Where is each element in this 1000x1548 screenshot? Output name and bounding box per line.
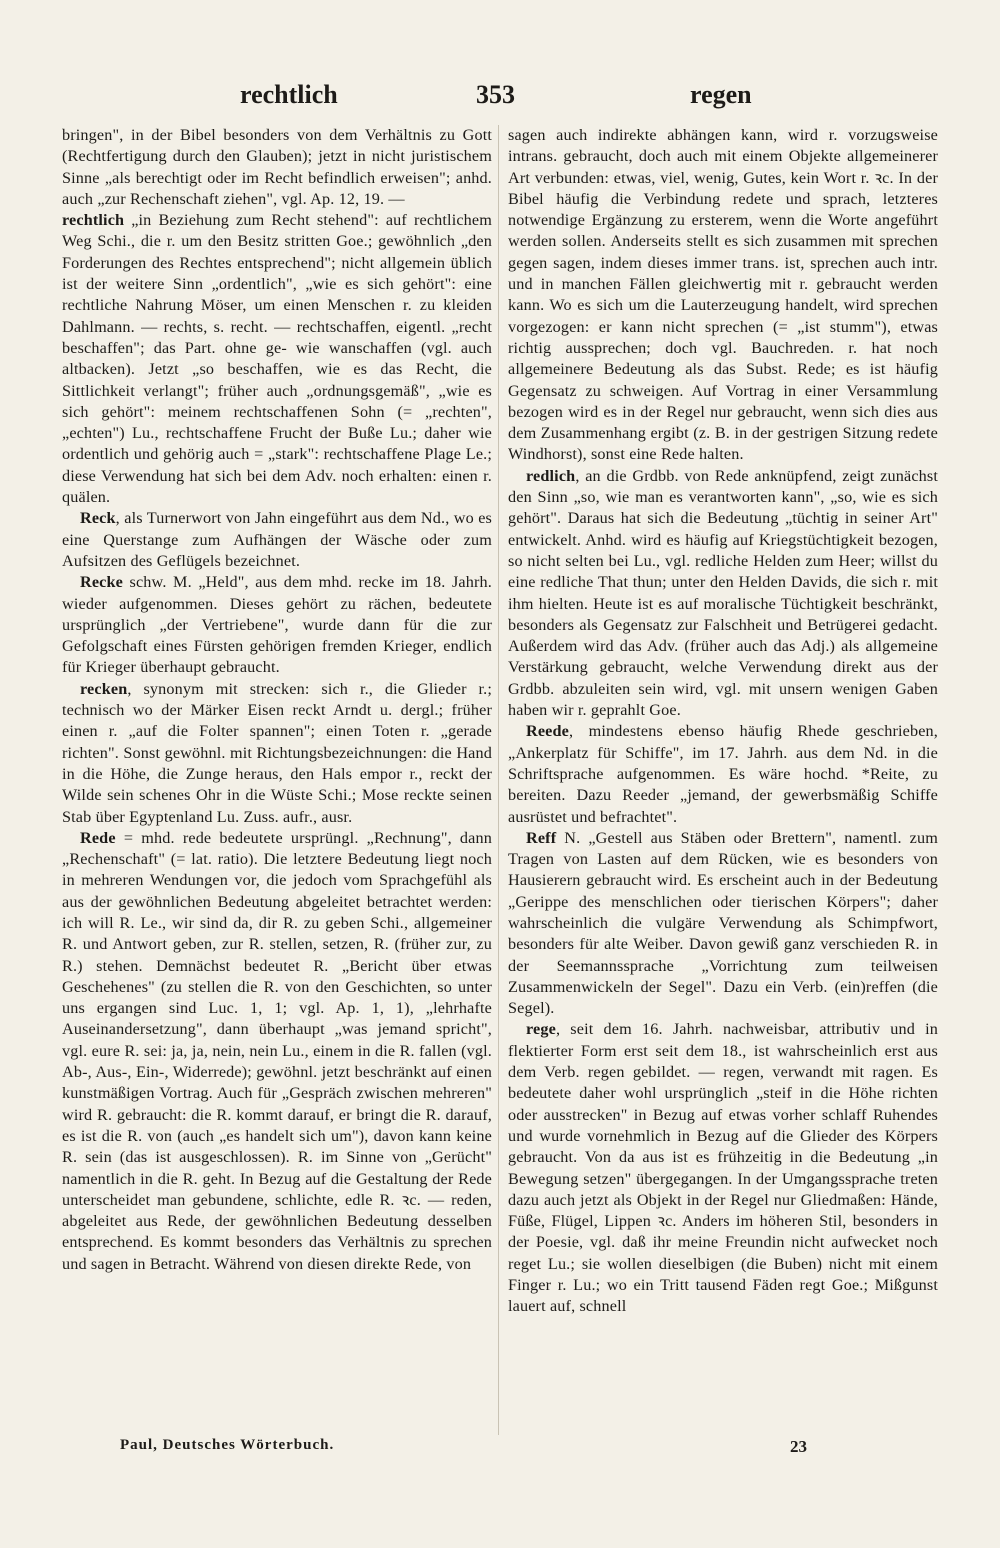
left-column xyxy=(62,125,492,1435)
entry-keyword: Rede xyxy=(80,828,116,847)
entry-text: schw. M. „Held", aus dem mhd. recke im 18. Jahrh. wieder aufgenommen. Dieses gehört zu rächen, bedeutete ursprünglich „der Vertriebene", wurde dann für die zur Gefolgschaft eines Fürsten gehörigen fremden Krieger, endlich für Krieger überhaupt gebraucht. xyxy=(62,573,492,677)
page-header xyxy=(0,80,1000,114)
entry-paragraph xyxy=(62,508,492,572)
entry-keyword: Recke xyxy=(80,573,123,592)
header-right-word: regen xyxy=(690,80,752,109)
entry-keyword: Reff xyxy=(526,828,557,847)
entry-paragraph xyxy=(62,572,492,678)
header-left-word: rechtlich xyxy=(240,80,338,109)
column-divider xyxy=(498,125,499,1435)
entry-text: N. „Gestell aus Stäben oder Brettern", namentl. zum Tragen von Lasten auf dem Rücken, wie es besonders von Hausierern gebraucht wird. Es erscheint auch in der Bedeutung „Gerippe des menschlichen oder tierischen Körpers"; daher wahrscheinlich die vulgäre Verwendung als Schimpfwort, besonders für alte Weiber. Davon gewiß ganz verschieden R. in der Seemannssprache „Vorrichtung zum teilweisen Zusammenwickeln der Segel". Dazu ein Verb. (ein)reffen (die Segel). xyxy=(508,828,938,1018)
entry-paragraph xyxy=(62,828,492,1275)
entry-text: sagen auch indirekte abhängen kann, wird r. vorzugsweise intrans. gebraucht, doch auch mit einem Objekte allgemeinerer Art verbunden: etwas, viel, wenig, Gutes, kein Wort r. ꝛc. In der Bibel häufig die Verbindung redete und sprach, letzteres notwendige Ergänzung zu ersterem, wenn die Worte angeführt werden sollen. Anderseits stellt es sich zusammen mit sprechen gegen sagen, indem dieses immer trans. ist, sprechen auch intr. und in manchen Fällen gleichwertig mit r. gebraucht werden kann. Wo es sich um die Lauterzeugung handelt, wird sprechen vorgezogen: er kann nicht sprechen (= „ist stumm"), etwas richtig aussprechen; doch vgl. Bauchreden. r. hat noch allgemeinere Bedeutung als das Subst. Rede; es ist häufig Gegensatz zu schweigen. Auf Vortrag in einer Versammlung bezogen wird es in der Regel nur gebraucht, wenn sich dies aus dem Zusammenhang ergibt (z. B. in der gestrigen Sitzung redete Windhorst), sonst eine Rede halten. xyxy=(508,126,938,464)
entry-keyword: Reede xyxy=(526,722,569,741)
signature-number: 23 xyxy=(790,1437,807,1456)
entry-text: , an die Grdbb. von Rede anknüpfend, zeigt zunächst den Sinn „so, wie man es verantworten kann", „so, wie es sich gehört". Daraus hat sich die Bedeutung „tüchtig in seiner Art" entwickelt. Anhd. wird es häufig auf Kriegstüchtigkeit bezogen, so nicht selten bei Lu., vgl. redliche Helden zum Heer; willst du eine redliche That thun; unter den Helden Davids, die sich r. mit ihm hielten. Heute ist es auf moralische Tüchtigkeit beschränkt, besonders als Gegensatz zur Falschheit und Betrügerei gedacht. Außerdem wird das Adv. (früher auch das Adj.) als allgemeine Verstärkung gebraucht, welche Verwendung direkt aus der Grdbb. abzuleiten sein wird, vgl. mit unsern wenigen Gaben haben wir r. geprahlt Goe. xyxy=(508,466,938,720)
entry-paragraph xyxy=(508,721,938,827)
entry-paragraph xyxy=(508,125,938,466)
entry-paragraph xyxy=(508,466,938,722)
entry-text: , synonym mit strecken: sich r., die Glieder r.; technisch wo der Märker Eisen reckt Arndt u. dergl.; früher einen r. „auf die Folter spannen"; einen Toten r. „gerade richten". Sonst gewöhnl. mit Richtungsbezeichnungen: die Hand in die Höhe, die Zunge heraus, den Hals empor r., reckt der Wilde sein schenes Ohr in die Wüste Schi.; Mose reckte seinen Stab über Egyptenland Lu. Zuss. aufr., ausr. xyxy=(62,679,492,826)
right-column xyxy=(508,125,938,1435)
entry-paragraph xyxy=(62,125,492,210)
page-number: 353 xyxy=(476,80,515,109)
entry-keyword: rechtlich xyxy=(62,211,125,230)
entry-paragraph xyxy=(62,210,492,508)
entry-keyword: rege xyxy=(526,1020,556,1039)
entry-text: , als Turnerwort von Jahn eingeführt aus dem Nd., wo es eine Querstange zum Aufhängen der Wäsche oder zum Aufsitzen des Geflügels bezeichnet. xyxy=(62,509,492,570)
entry-text: = mhd. rede bedeutete ursprüngl. „Rechnung", dann „Rechenschaft" (= lat. ratio). Die letztere Bedeutung liegt noch in mehreren Wendungen vor, die jedoch vom Sprachgefühl als aus der gewöhnlichen Bedeutung abgeleitet betrachtet werden: ich will R. Le., wir sind da, dir R. zu geben Schi., allgemeiner R. und Antwort geben, zur R. stellen, setzen, R. (früher zur, zu R.) stehen. Demnächst bedeutet R. „Bericht über etwas Geschehenes" (zu stellen die R. von den Geschichten, so unter uns ergangen sind Luc. 1, 1; vgl. Ap. 1, 1), „lehrhafte Auseinandersetzung", dann überhaupt „was jemand spricht", vgl. eure R. sei: ja, ja, nein, nein Lu., einem in die R. fallen (vgl. Ab-, Aus-, Ein-, Widerrede); gewöhnl. jetzt beschränkt auf einen kunstmäßigen Vortrag. Auch für „Gespräch zwischen mehreren" wird R. gebraucht: die R. kommt darauf, er bringt die R. darauf, es ist die R. von (auch „es handelt sich um"), davon kann keine R. sein (das ist ausgeschlossen). R. im Sinne von „Gerücht" namentlich in die R. geht. In Bezug auf die Gestaltung der Rede unterscheidet man gebundene, schlichte, edle R. ꝛc. — reden, abgeleitet aus Rede, der gewöhnlichen Bedeutung desselben entsprechend. Es kommt besonders das Verhältnis zu sprechen und sagen in Betracht. Während von diesen direkte Rede, von xyxy=(62,828,492,1273)
entry-paragraph xyxy=(62,679,492,828)
page-footer xyxy=(0,1437,1000,1461)
entry-text: „in Beziehung zum Recht stehend": auf rechtlichem Weg Schi., die r. um den Besitz stritten Goe.; gewöhnlich „den Forderungen des Rechtes entsprechend"; nicht allgemein üblich ist der weitere Sinn „ordentlich", „wie es sich gehört": eine rechtliche Nahrung Möser, um einen Menschen r. zu kleiden Dahlmann. — rechts, s. recht. — rechtschaffen, eigentl. „recht beschaffen"; das Part. ohne ge- wie wanschaffen (vgl. auch altbacken). Jetzt „so beschaffen, wie es das Recht, die Sittlichkeit verlangt"; früher auch „ordnungsgemäß", „wie es sich gehört": meinem rechtschaffenen Sohn (= „rechten", „echten") Lu., rechtschaffene Frucht der Buße Lu.; daher wie ordentlich und gehörig auch = „stark": rechtschaffene Plage Le.; diese Verwendung hat sich bei dem Adv. noch erhalten: einen r. quälen. xyxy=(62,211,492,507)
entry-text: , mindestens ebenso häufig Rhede geschrieben, „Ankerplatz für Schiffe", im 17. Jahrh. aus dem Nd. in die Schriftsprache aufgenommen. Es wäre hochd. *Reite, zu bereiten. Dazu Reeder „jemand, der gewerbsmäßig Schiffe ausrüstet und befrachtet". xyxy=(508,722,938,826)
entry-paragraph xyxy=(508,828,938,1020)
entry-keyword: redlich xyxy=(526,466,576,485)
entry-keyword: Reck xyxy=(80,509,116,528)
entry-text: bringen", in der Bibel besonders von dem Verhältnis zu Gott (Rechtfertigung durch den Glauben); jetzt in nicht juristischem Sinne „als berechtigt oder im Recht befindlich erweisen"; anhd. auch „zur Rechenschaft ziehen", vgl. Ap. 12, 19. — xyxy=(62,126,492,208)
footer-source: Paul, Deutsches Wörterbuch. xyxy=(120,1437,335,1453)
entry-keyword: recken xyxy=(80,679,128,698)
entry-paragraph xyxy=(508,1019,938,1317)
entry-text: , seit dem 16. Jahrh. nachweisbar, attributiv und in flektierter Form erst seit dem 18., ist wahrscheinlich erst aus dem Verb. regen gebildet. — regen, verwandt mit ragen. Es bedeutete daher wohl ursprünglich „steif in die Höhe richten oder ausstrecken" in Bezug auf etwas vorher schlaff Ruhendes und wurde vornehmlich in Bezug auf die Glieder des Körpers gebraucht. Von da aus ist es frühzeitig in die Bedeutung „in Bewegung setzen" übergegangen. In der Umgangssprache treten dazu auch jetzt als Objekt in der Regel nur Gliedmaßen: Hände, Füße, Flügel, Lippen ꝛc. Anders im höheren Stil, besonders in der Poesie, vgl. daß ihr meine Freundin nicht aufwecket noch reget Lu.; sie wollen dieselbigen (die Buben) nicht mit einem Finger r. Lu.; wo ein Tritt tausend Fäden regt Goe.; Mißgunst lauert auf, schnell xyxy=(508,1020,938,1316)
